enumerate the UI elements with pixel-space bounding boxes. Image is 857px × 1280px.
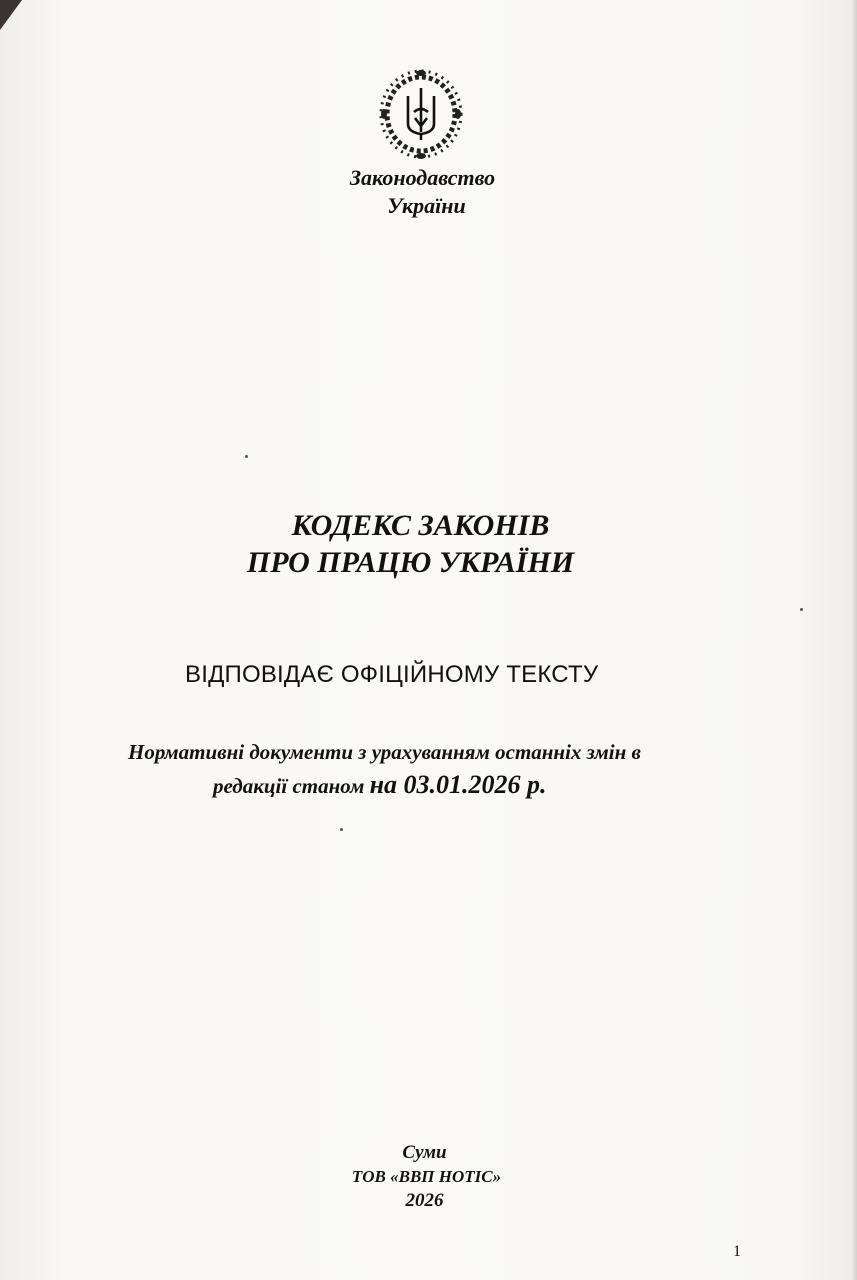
edition-date: на 03.01.2026 р. [369,770,547,799]
document-title-line-1: КОДЕКС ЗАКОНІВ [291,509,550,542]
page-corner-shadow [0,0,22,30]
imprint-year: 2026 [405,1190,444,1211]
print-speck [245,455,248,458]
edition-note-line-1: Нормативні документи з урахуванням останніх змін в [128,740,641,764]
imprint-publisher: ТОВ «ВВП НОТІС» [351,1167,502,1186]
imprint-city: Суми [402,1142,447,1163]
series-title-line-2: України [387,193,466,218]
ukraine-trident-emblem-icon [378,68,464,160]
edition-note-line-2 [213,768,547,803]
official-text-note: ВІДПОВІДАЄ ОФІЦІЙНОМУ ТЕКСТУ [185,661,599,688]
series-title-line-1: Законодавство [349,165,496,190]
document-title-line-2: ПРО ПРАЦЮ УКРАЇНИ [246,546,575,579]
page-number: 1 [733,1243,741,1260]
print-speck [340,828,343,831]
print-speck [800,608,803,611]
edition-note-prefix: редакції станом [213,774,370,798]
